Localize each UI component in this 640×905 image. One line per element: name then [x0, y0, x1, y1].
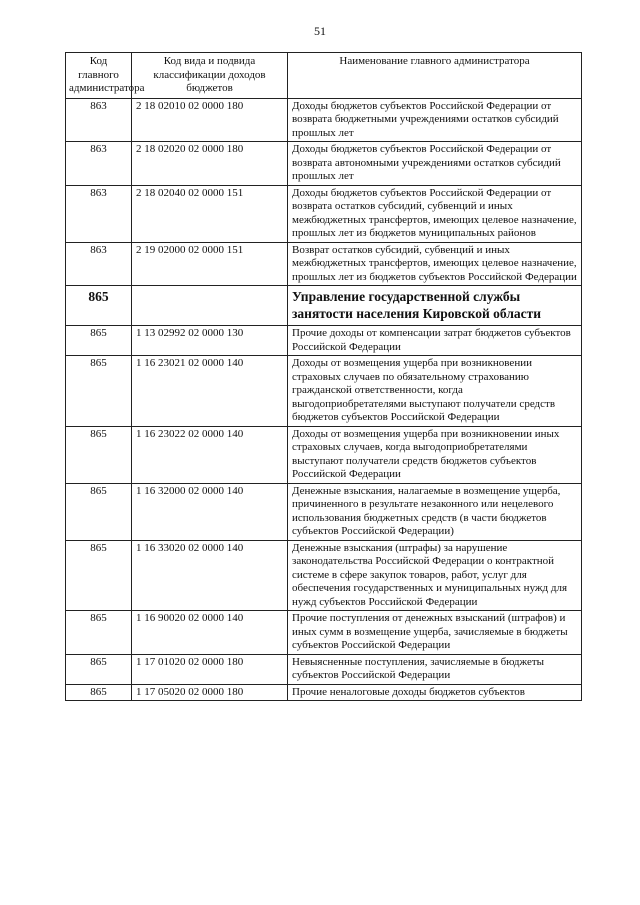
page-number: 51	[314, 24, 326, 38]
kbk-code-cell: 1 16 33020 02 0000 140	[132, 540, 288, 611]
table-row	[66, 356, 582, 427]
table-row	[66, 540, 582, 611]
admin-code-cell: 865	[66, 426, 132, 483]
administrator-name-cell: Доходы бюджетов субъектов Российской Федерации от возврата автономными учреждениями остатков субсидий прошлых лет	[288, 142, 582, 186]
kbk-code-cell: 1 16 23022 02 0000 140	[132, 426, 288, 483]
administrator-name-cell: Возврат остатков субсидий, субвенций и иных межбюджетных трансфертов, имеющих целевое назначение, прошлых лет из бюджетов субъектов Российской Федерации	[288, 242, 582, 286]
table-body	[66, 98, 582, 701]
administrator-name-cell: Денежные взыскания (штрафы) за нарушение законодательства Российской Федерации о контрактной системе в сфере закупок товаров, работ, услуг для обеспечения государственных и муниципальных нужд для нужд субъектов Российской Федерации	[288, 540, 582, 611]
administrator-name-cell: Доходы бюджетов субъектов Российской Федерации от возврата бюджетными учреждениями остатков субсидий прошлых лет	[288, 98, 582, 142]
header-kbk-code: Код вида и подвида классификации доходов бюджетов	[132, 53, 288, 99]
section-row	[66, 286, 582, 326]
kbk-code-cell: 2 18 02040 02 0000 151	[132, 185, 288, 242]
kbk-code-cell: 1 16 90020 02 0000 140	[132, 611, 288, 655]
administrator-name-cell: Денежные взыскания, налагаемые в возмещение ущерба, причиненного в результате незаконного или нецелевого использования бюджетных средств (в части бюджетов субъектов Российской Федерации)	[288, 483, 582, 540]
admin-code-cell: 863	[66, 142, 132, 186]
table-row	[66, 483, 582, 540]
table-row	[66, 98, 582, 142]
kbk-code-cell: 1 17 05020 02 0000 180	[132, 684, 288, 701]
table-row	[66, 242, 582, 286]
kbk-code-cell: 1 16 23021 02 0000 140	[132, 356, 288, 427]
admin-code-cell: 863	[66, 242, 132, 286]
table-row	[66, 611, 582, 655]
admin-code-cell: 865	[66, 654, 132, 684]
kbk-code-cell: 2 19 02000 02 0000 151	[132, 242, 288, 286]
admin-code-cell: 865	[66, 326, 132, 356]
table-row	[66, 326, 582, 356]
table-row	[66, 142, 582, 186]
administrator-name-cell: Доходы бюджетов субъектов Российской Федерации от возврата остатков субсидий, субвенций и иных межбюджетных трансфертов, имеющих целевое назначение, прошлых лет из бюджетов муниципальных районов	[288, 185, 582, 242]
kbk-code-cell: 2 18 02020 02 0000 180	[132, 142, 288, 186]
header-name: Наименование главного администратора	[288, 53, 582, 99]
administrator-name-cell: Прочие неналоговые доходы бюджетов субъектов	[288, 684, 582, 701]
administrator-name-cell: Доходы от возмещения ущерба при возникновении страховых случаев по обязательному страхованию гражданской ответственности, когда выгодоприобретателями выступают получатели средств бюджетов субъектов Российской Федерации	[288, 356, 582, 427]
admin-code-cell: 865	[66, 540, 132, 611]
kbk-code-cell	[132, 286, 288, 326]
kbk-code-cell: 1 16 32000 02 0000 140	[132, 483, 288, 540]
admin-code-cell: 865	[66, 356, 132, 427]
administrator-name-cell: Невыясненные поступления, зачисляемые в бюджеты субъектов Российской Федерации	[288, 654, 582, 684]
admin-code-cell: 865	[66, 611, 132, 655]
administrator-name-cell: Прочие доходы от компенсации затрат бюджетов субъектов Российской Федерации	[288, 326, 582, 356]
table-row	[66, 185, 582, 242]
admin-code-cell: 863	[66, 98, 132, 142]
kbk-code-cell: 1 13 02992 02 0000 130	[132, 326, 288, 356]
table-header-row	[66, 53, 582, 99]
admin-code-cell: 865	[66, 286, 132, 326]
administrator-name-cell: Доходы от возмещения ущерба при возникновении иных страховых случаев, когда выгодоприобретателями выступают получатели средств бюджетов субъектов Российской Федерации	[288, 426, 582, 483]
table-row	[66, 654, 582, 684]
table-row	[66, 684, 582, 701]
budget-revenue-table	[65, 52, 582, 701]
table-row	[66, 426, 582, 483]
admin-code-cell: 865	[66, 684, 132, 701]
administrator-name-cell: Прочие поступления от денежных взысканий (штрафов) и иных сумм в возмещение ущерба, зачисляемые в бюджеты субъектов Российской Федерации	[288, 611, 582, 655]
kbk-code-cell: 2 18 02010 02 0000 180	[132, 98, 288, 142]
header-admin-code: Код главного администратора	[66, 53, 132, 99]
administrator-name-cell: Управление государственной службы занятости населения Кировской области	[288, 286, 582, 326]
admin-code-cell: 863	[66, 185, 132, 242]
kbk-code-cell: 1 17 01020 02 0000 180	[132, 654, 288, 684]
admin-code-cell: 865	[66, 483, 132, 540]
